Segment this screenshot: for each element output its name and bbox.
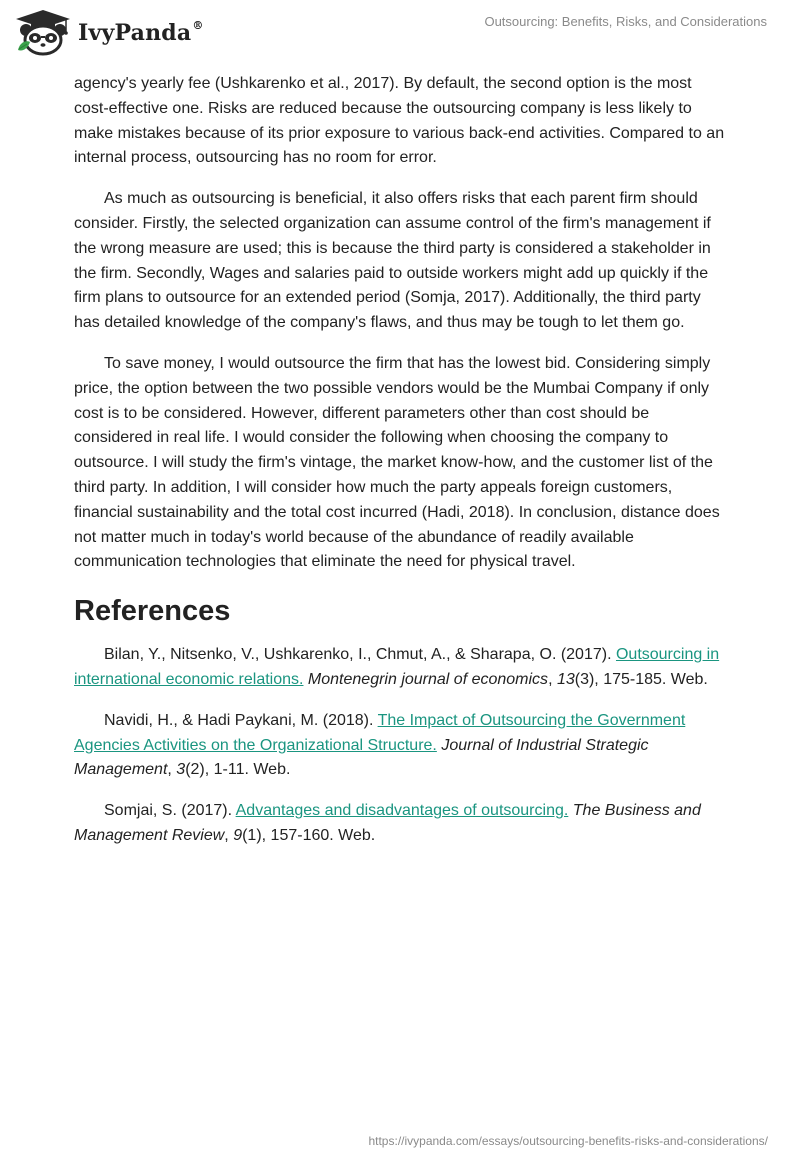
reference-volume: 13 <box>556 670 575 688</box>
reference-separator: , <box>548 670 557 688</box>
registered-mark: ® <box>192 18 204 32</box>
paragraph-1: agency's yearly fee (Ushkarenko et al., 2017). By default, the second option is the most cost-effective one. Risks are reduced because the outsourcing company is less likely to make mistakes because of its prior exposure to various back-end activities. Compared to an internal process, outsourcing has no room for error. <box>74 75 725 167</box>
reference-separator: , <box>224 826 234 844</box>
site-logo[interactable] <box>14 8 204 56</box>
paragraph-3: To save money, I would outsource the firm that has the lowest bid. Considering simply price, the option between the two possible vendors would be the Mumbai Company if only cost is to be considered. However, different parameters other than cost should be considered in real life. I would consider the following when choosing the company to outsource. I will study the firm's vintage, the market know-how, and the customer list of the third party. In addition, I will consider how much the party appeals foreign customers, financial sustainability and the total cost incurred (Hadi, 2018). In conclusion, distance does not matter much in today's world because of the abundance of readily available communication technologies that eliminate the need for physical travel. <box>74 354 720 571</box>
reference-volume: 3 <box>176 761 186 779</box>
panda-logo-icon <box>14 8 72 56</box>
paragraph-2: As much as outsourcing is beneficial, it also offers risks that each parent firm should consider. Firstly, the selected organization can assume control of the firm's management if the wrong measure are used; this is because the third party is considered a stakeholder in the firm. Secondly, Wages and salaries paid to outside workers might add up quickly if the firm plans to outsource for an extended period (Somja, 2017). Additionally, the third party has detailed knowledge of the company's flaws, and thus may be tough to let them go. <box>74 190 711 332</box>
reference-item <box>74 709 726 783</box>
reference-separator: , <box>167 761 177 779</box>
reference-pages: (1), 157-160. Web. <box>242 826 376 844</box>
reference-link[interactable]: Outsourcing in international economic relations. <box>74 646 720 688</box>
page-header <box>0 0 800 70</box>
reference-volume: 9 <box>233 826 243 844</box>
reference-pages: (2), 1-11. Web. <box>185 761 291 779</box>
reference-link[interactable]: Advantages and disadvantages of outsourcing. <box>235 802 569 820</box>
reference-journal: Journal of Industrial Strategic Management <box>74 736 649 779</box>
reference-item <box>74 799 726 849</box>
reference-item <box>74 643 726 693</box>
reference-link[interactable]: The Impact of Outsourcing the Government Agencies Activities on the Organizational Structure. <box>74 711 686 754</box>
references-heading: References <box>74 595 231 628</box>
reference-journal: The Business and Management Review <box>74 802 701 844</box>
document-title: Outsourcing: Benefits, Risks, and Considerations <box>484 14 767 29</box>
source-url: https://ivypanda.com/essays/outsourcing-benefits-risks-and-considerations/ <box>368 1134 768 1148</box>
essay-content <box>74 72 726 865</box>
reference-authors: Navidi, H., & Hadi Paykani, M. (2018). <box>104 711 378 729</box>
reference-pages: (3), 175-185. Web. <box>574 670 708 688</box>
reference-journal: Montenegrin journal of economics <box>307 670 549 688</box>
brand-name: IvyPanda® <box>78 18 204 46</box>
reference-authors: Bilan, Y., Nitsenko, V., Ushkarenko, I., Chmut, A., & Sharapa, O. (2017). <box>104 646 616 664</box>
reference-authors: Somjai, S. (2017). <box>104 802 236 820</box>
